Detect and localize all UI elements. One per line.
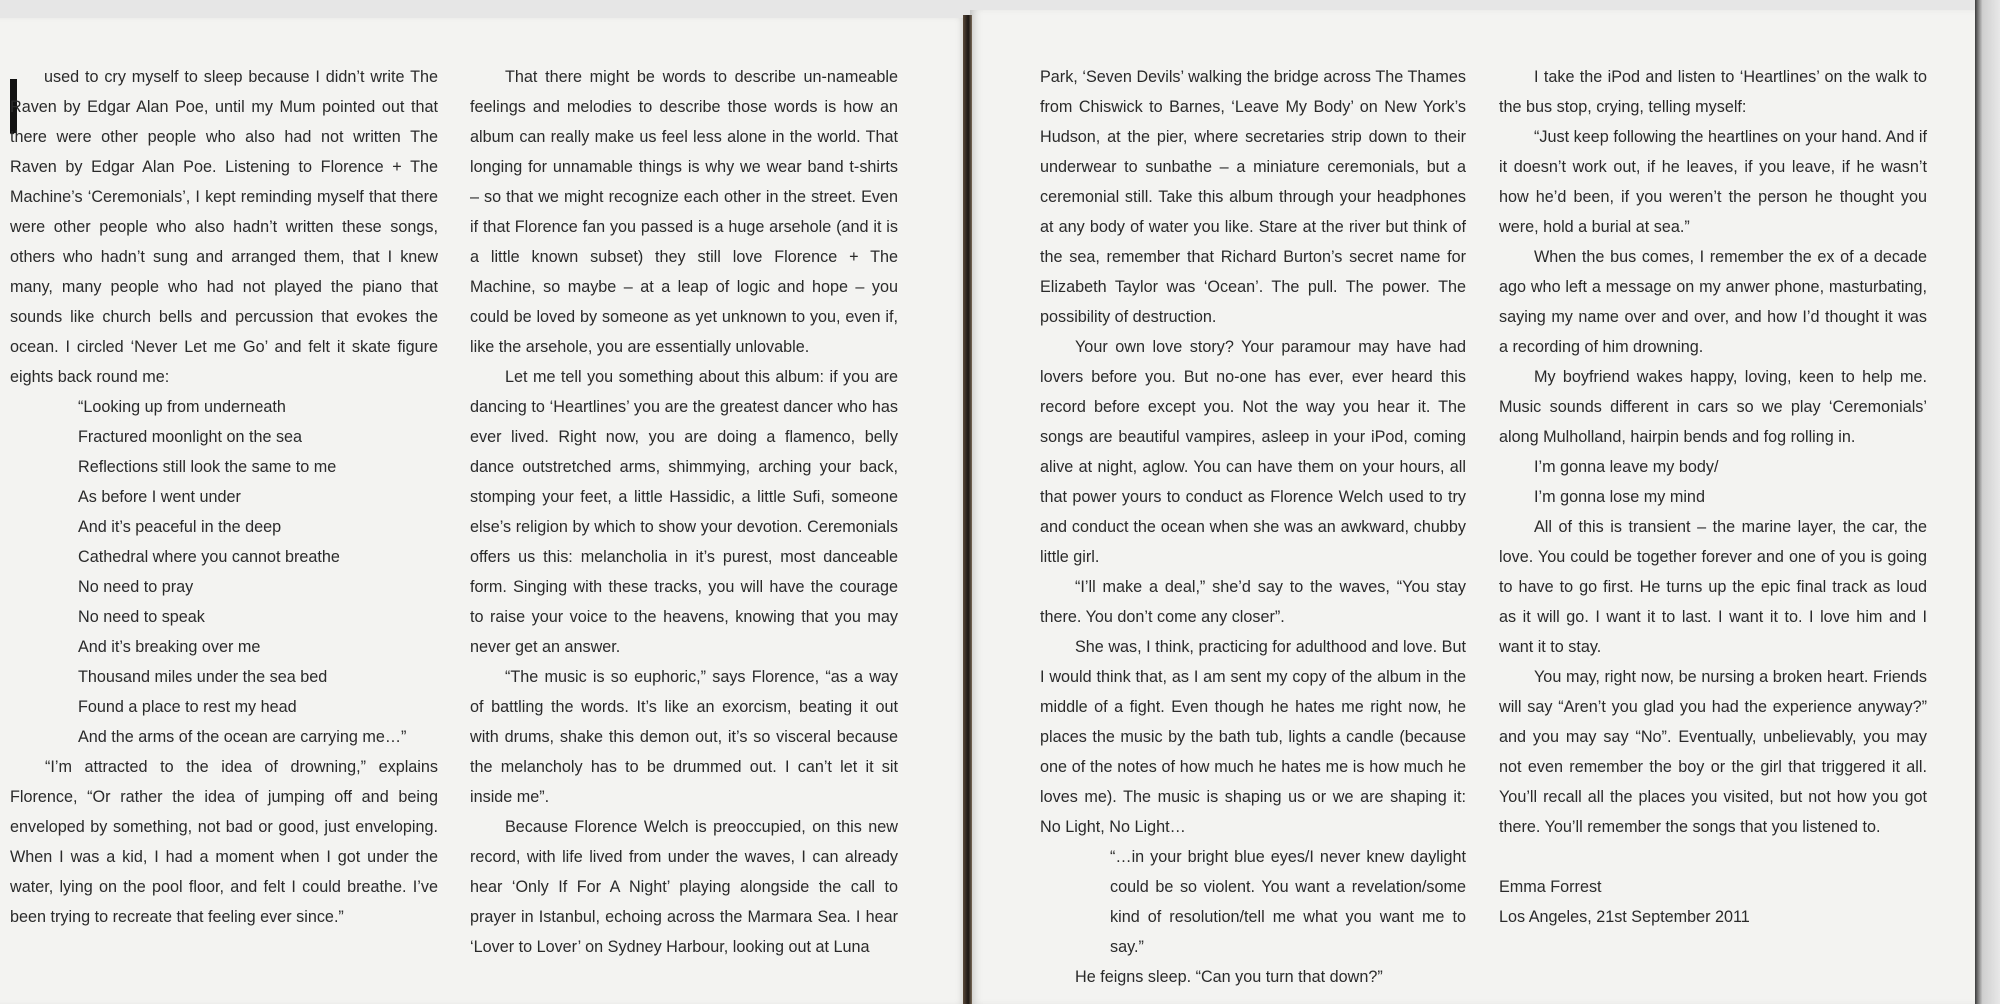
paragraph: Let me tell you something about this album: if you are dancing to ‘Heartlines’ you are the greatest dancer who has ever lived. Right now, you are doing a flamenco, belly dance outstretched arms, shimmying, arching your back, stomping your feet, a little Hassidic, a little Sufi, someone else’s religion by which to show your devotion. Ceremonials offers us this: melancholia in it’s purest, most danceable form. Singing with these tracks, you will have the courage to raise your voice to the heavens, knowing that you may never get an answer. bbox=[470, 368, 898, 656]
lyric-quote: “…in your bright blue eyes/I never knew daylight could be so violent. You want a revelation/some kind of resolution/tell me what you want me to say.” bbox=[1110, 848, 1466, 956]
paragraph: “I’ll make a deal,” she’d say to the waves, “You stay there. You don’t come any closer”. bbox=[1040, 578, 1466, 626]
paragraph: “Just keep following the heartlines on your hand. And if it doesn’t work out, if he leaves, if you leave, if he wasn’t how he’d been, if you weren’t the person he thought you were, hold a burial at sea.” bbox=[1499, 128, 1927, 236]
signature-block bbox=[1499, 872, 1927, 932]
poem-block bbox=[10, 392, 438, 752]
paragraph: I take the iPod and listen to ‘Heartlines’ on the walk to the bus stop, crying, telling myself: bbox=[1499, 68, 1927, 116]
poem-line: No need to pray bbox=[78, 578, 194, 596]
poem-line: Thousand miles under the sea bed bbox=[78, 668, 328, 686]
paragraph: That there might be words to describe un-nameable feelings and melodies to describe those words is how an album can really make us feel less alone in the world. That longing for unnamable things is why we wear band t-shirts – so that we might recognize each other in the street. Even if that Florence fan you passed is a huge arsehole (and it is a little known subset) they still love Florence + The Machine, so maybe – at a leap of logic and hope – you could be loved by someone as yet unknown to you, even if, like the arsehole, you are essentially unlovable. bbox=[470, 68, 898, 356]
lyric-line: I’m gonna lose my mind bbox=[1534, 488, 1705, 506]
column-2 bbox=[470, 62, 898, 962]
paragraph: All of this is transient – the marine layer, the car, the love. You could be together forever and one of you is going to have to go first. He turns up the epic final track as loud as it will go. I want it to last. I want it to. I love him and I want it to stay. bbox=[1499, 518, 1927, 656]
column-4 bbox=[1499, 62, 1927, 932]
poem-line: Fractured moonlight on the sea bbox=[78, 428, 303, 446]
place-date: Los Angeles, 21st September 2011 bbox=[1499, 908, 1750, 926]
paragraph: You may, right now, be nursing a broken heart. Friends will say “Aren’t you glad you had the experience anyway?” and you may say “No”. Eventually, unbelievably, you may not even remember the boy or the girl that triggered it all. You’ll recall all the places you visited, but not how you got there. You’ll remember the songs that you listened to. bbox=[1499, 668, 1927, 836]
paragraph: My boyfriend wakes happy, loving, keen to help me. Music sounds different in cars so we play ‘Ceremonials’ along Mulholland, hairpin bends and fog rolling in. bbox=[1499, 368, 1927, 446]
paragraph: When the bus comes, I remember the ex of a decade ago who left a message on my anwer phone, masturbating, saying my name over and over, and how I’d thought it was a recording of him drowning. bbox=[1499, 248, 1927, 356]
poem-line: Cathedral where you cannot breathe bbox=[78, 548, 340, 566]
column-1 bbox=[10, 62, 438, 932]
poem-line: No need to speak bbox=[78, 608, 205, 626]
page-edge bbox=[1975, 0, 2000, 1004]
poem-line: And the arms of the ocean are carrying me…” bbox=[78, 728, 407, 746]
paragraph: She was, I think, practicing for adulthood and love. But I would think that, as I am sent my copy of the album in the middle of a fight. Even though he hates me right now, he places the music by the bath tub, lights a candle (because one of the notes of how much he hates me is how much he loves me). The music is shaping us or we are shaping it: No Light, No Light… bbox=[1040, 638, 1466, 836]
paragraph: used to cry myself to sleep because I didn’t write The Raven by Edgar Alan Poe, until my Mum pointed out that there were other people who also had not written The Raven by Edgar Alan Poe. Listening to Florence + The Machine’s ‘Ceremonials’, I kept reminding myself that there were other people who also hadn’t written these songs, others who hadn’t sung and arranged them, that I knew many, many people who had not played the piano that sounds like church bells and percussion that evokes the ocean. I circled ‘Never Let me Go’ and felt it skate figure eights back round me: bbox=[10, 68, 438, 386]
poem-line: Reflections still look the same to me bbox=[78, 458, 337, 476]
book-gutter bbox=[963, 15, 972, 1004]
poem-line: And it’s peaceful in the deep bbox=[78, 518, 282, 536]
paragraph: He feigns sleep. “Can you turn that down?” bbox=[1075, 968, 1383, 986]
lyric-line: I’m gonna leave my body/ bbox=[1534, 458, 1719, 476]
poem-line: “Looking up from underneath bbox=[78, 398, 286, 416]
author-name: Emma Forrest bbox=[1499, 878, 1602, 896]
paragraph: “I’m attracted to the idea of drowning,” explains Florence, “Or rather the idea of jumping off and being enveloped by something, not bad or good, just enveloping. When I was a kid, I had a moment when I got under the water, lying on the pool floor, and felt I could breathe. I’ve been trying to recreate that feeling ever since.” bbox=[10, 758, 438, 926]
paragraph: “The music is so euphoric,” says Florence, “as a way of battling the words. It’s like an exorcism, beating it out with drums, shake this demon out, it’s so visceral because the melancholy has to be drummed out. I can’t let it sit inside me”. bbox=[470, 668, 898, 806]
poem-line: Found a place to rest my head bbox=[78, 698, 297, 716]
paragraph: Because Florence Welch is preoccupied, on this new record, with life lived from under the waves, I can already hear ‘Only If For A Night’ playing alongside the call to prayer in Istanbul, echoing across the Marmara Sea. I hear ‘Lover to Lover’ on Sydney Harbour, looking out at Luna bbox=[470, 818, 898, 956]
paragraph: Your own love story? Your paramour may have had lovers before you. But no-one has ever, ever heard this record before except you. Not the way you hear it. The songs are beautiful vampires, asleep in your iPod, coming alive at night, aglow. You can have them on your hours, all that power yours to conduct as Florence Welch used to try and conduct the ocean when she was an awkward, chubby little girl. bbox=[1040, 338, 1466, 566]
poem-line: As before I went under bbox=[78, 488, 241, 506]
paragraph: Park, ‘Seven Devils’ walking the bridge across The Thames from Chiswick to Barnes, ‘Leave My Body’ on New York’s Hudson, at the pier, where secretaries strip down to their underwear to sunbathe – a miniature ceremonials, but a ceremonial still. Take this album through your headphones at any body of water you like. Stare at the river but think of the sea, remember that Richard Burton’s secret name for Elizabeth Taylor was ‘Ocean’. The pull. The power. The possibility of destruction. bbox=[1040, 68, 1466, 326]
column-3 bbox=[1040, 62, 1466, 992]
poem-line: And it’s breaking over me bbox=[78, 638, 261, 656]
